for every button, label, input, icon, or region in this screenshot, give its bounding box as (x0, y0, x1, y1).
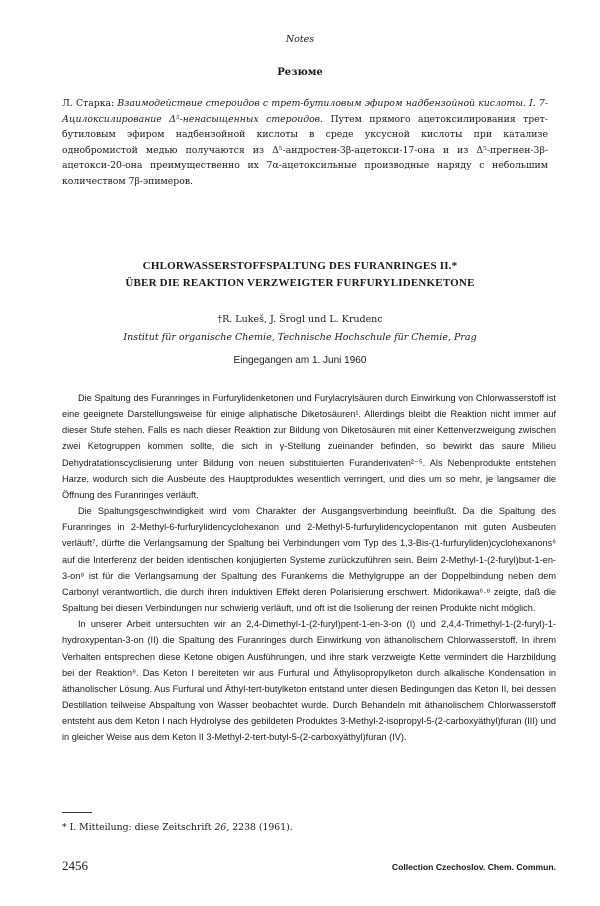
footnote-volume: 26, (214, 822, 230, 833)
page-number: 2456 (62, 858, 88, 873)
resume-text: Путем прямого ацетоксилирования трет-бутиловым эфиром надбензойной кислоты в среде уксусной кислоты при катализе однобромистой медью получаются из Δ⁵-андростен-3β-ацетокси-17-она и из Δ⁵-прегнен-3β-ацетокси-20-она преимущественно их 7α-ацетоксильные производные наряду с небольшим количеством 7β-эпимеров. (62, 113, 548, 187)
article-authors: †R. Lukeš, J. Šrogl und L. Krudenc (217, 314, 383, 325)
article-title (0, 258, 600, 292)
resume-paragraph (62, 96, 548, 190)
received-date: Eingegangen am 1. Juni 1960 (233, 355, 367, 366)
resume-authors: Л. Старка: (62, 98, 115, 109)
running-head: Notes (285, 34, 315, 45)
footnote-rest: 2238 (1961). (232, 822, 293, 833)
article-title-line-1: CHLORWASSERSTOFFSPALTUNG DES FURANRINGES II.* (142, 260, 458, 272)
article-body (62, 390, 556, 745)
body-paragraph-2: Die Spaltungsgeschwindigkeit wird vom Charakter der Ausgangsverbindung beeinflußt. Da die Spaltung des Furanringes in 2-Methyl-6-furfurylidencyclohexanon und 2-Methyl-5-furfurylidencyclopentanon mit guten Ausbeuten verläuft⁷, dürfte die Verlangsamung der Spaltung bei Verbindungen vom Typ des 1,3-Bis-(1-furfuryliden)cyclohexanons⁶ auf die Interferenz der beiden identischen konjugierten Systeme zurückzuführen sein. Beim 2-Methyl-1-(2-furyl)but-1-en-3-on⁸ ist für die Verlangsamung der Spaltung des Furankerns die Methylgruppe an der Doppelbindung neben dem Carbonyl verantwortlich, die durch ihren induktiven Effekt deren Polarisierung erschwert. Midorikawa⁶·⁸ zeigte, daß die Spaltung bei diesen Verbindungen nur schwierig verläuft, und oft ist die Isolierung der reinen Produkte nicht möglich. (62, 506, 556, 614)
body-paragraph-1: Die Spaltung des Furanringes in Furfurylidenketonen und Furylacrylsäuren durch Einwirkung von Chlorwasserstoff ist eine geeignete Darstellungsweise für einige aliphatische Diketosäuren¹. Allerdings bleibt die Reaktion nicht immer auf dieser Stufe stehen. Falls es nach dieser Reaktion zur Bildung von Diketosäuren mit einer Kettenverzweigung zwischen zwei Ketogruppen kommen sollte, die sich in γ-Stellung zueinander befinden, so bewirkt das saure Milieu Dehydratationscyclisierung unter Bildung von neuen substituierten Furanderivaten²⁻⁵. Als Nebenprodukte entstehen Harze, wodurch sich die Ausbeute des Hauptproduktes wesentlich verringert, und dies um so mehr, je langsamer die Öffnung des Furanringes verläuft. (62, 393, 556, 500)
resume-title-italic: Взаимодействие стероидов с трет-бутиловым эфиром надбензойной кислоты. I. 7-Ацилоксилирование Δ⁵-ненасыщенных стероидов. (62, 98, 548, 125)
footnote-rule (62, 812, 92, 813)
footnote (62, 822, 556, 833)
footnote-text: * I. Mitteilung: diese Zeitschrift (62, 822, 212, 833)
article-institute: Institut für organische Chemie, Technische Hochschule für Chemie, Prag (123, 332, 477, 343)
article-title-line-2: ÜBER DIE REAKTION VERZWEIGTER FURFURYLIDENKETONE (125, 277, 475, 289)
body-paragraph-3: In unserer Arbeit untersuchten wir an 2,4-Dimethyl-1-(2-furyl)pent-1-en-3-on (I) und 2,4,4-Trimethyl-1-(2-furyl)-1-hydroxypentan-3-on (II) die Spaltung des Furanringes durch Einwirkung von äthanolischem Chlorwasserstoff. In ihrem Verhalten entsprechen diese Ketone obigen Ausführungen, und ihre stark verzweigte Kette vermindert die Harzbildung bei der Reaktion⁹. Das Keton I bereiteten wir aus Furfural und Äthylisopropylketon durch alkalische Kondensation in äthanolischer Lösung. Aus Furfural und Äthyl-tert-butylketon entstand unter diesen Bedingungen das Keton II, bei dessen Destillation teilweise Abspaltung von Wasser beobachtet wurde. Durch Behandeln mit äthanolischem Chlorwasserstoff entsteht aus dem Keton I nach Hydrolyse des gebildeten Produktes 3-Methyl-2-isopropyl-5-(2-carboxyäthyl)furan (III) und in gleicher Weise aus dem Keton II 3-Methyl-2-tert-butyl-5-(2-carboxyäthyl)furan (IV). (62, 619, 556, 743)
journal-name: Collection Czechoslov. Chem. Commun. (391, 862, 556, 872)
resume-title: Резюме (277, 67, 323, 78)
